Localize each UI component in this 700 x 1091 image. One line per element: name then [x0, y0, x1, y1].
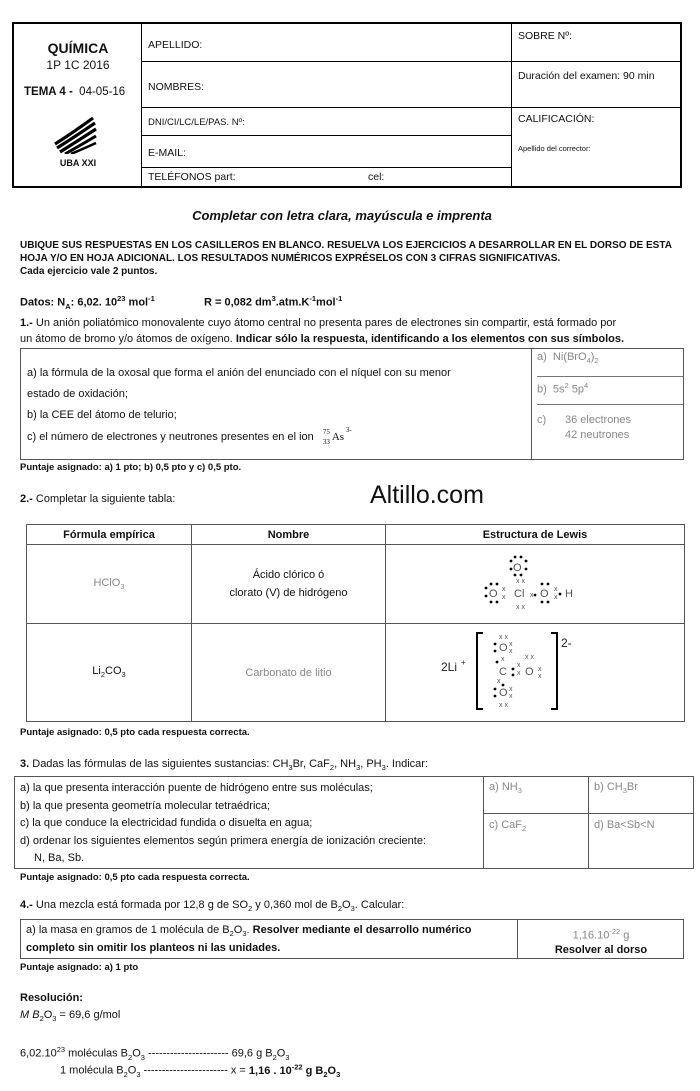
q3-answer-a[interactable]: a) $NH_3$ [489, 781, 522, 796]
q1-puntaje: Puntaje asignado: a) 1 pto; b) 0,5 pto y c) 0,5 pto. [20, 462, 242, 473]
calificacion-field[interactable]: CALIFICACIÓN: [518, 113, 595, 125]
svg-text:C: C [499, 666, 507, 678]
q4-answer[interactable]: $1,16.10^{-22}$ g Resolver al dorso [554, 927, 648, 956]
q1-statement: 1.- Un anión poliatómico monovalente cuyo átomo central no presenta pares de electrones sin compartir, está formado por un átomo de bromo y/o átomos de oxígeno. Indicar sólo la respuesta, identificando a los elementos con sus símbolos. [20, 317, 625, 345]
q2-header-formula: Fórmula empírica [27, 525, 192, 545]
svg-text:2-: 2- [561, 636, 572, 650]
svg-text:Cl: Cl [514, 587, 525, 600]
q3-statement: 3. Dadas las fórmulas de las siguientes sustancias: $CH_3Br$, CaF$_2$, $NH_3$, $PH_3$. Indicar: [20, 758, 428, 773]
svg-text:x: x [538, 666, 542, 673]
svg-text:x: x [554, 593, 558, 601]
svg-text:O: O [540, 587, 549, 600]
svg-text:x: x [497, 678, 501, 685]
email-field[interactable]: E-MAIL: [142, 136, 512, 168]
q1-divider [531, 349, 532, 459]
q4-box [20, 919, 684, 959]
instructions-text: UBIQUE SUS RESPUESTAS EN LOS CASILLEROS EN BLANCO. RESUELVA LOS EJERCICIOS A DESARROLLAR EN EL DORSO DE ESTA HOJA Y/O EN HOJA ADICIONAL. LOS RESULTADOS NUMÉRICOS EXPRÉSELOS CON 3 CIFRAS SIGNIFICATIVAS. Cada ejercicio vale 2 puntos. [20, 240, 672, 277]
subject-title: QUÍMICA [47, 40, 109, 56]
svg-text:x: x [554, 585, 558, 593]
q2-row2-formula[interactable]: $Li_2CO_3$ [27, 624, 192, 722]
svg-text:x: x [509, 693, 513, 700]
q1-questions: a) la fórmula de la oxosal que forma el anión del enunciado con el níquel con su menor estado de oxidación; b) la CEE del átomo de telurio; c) el número de electrones y neutrones presentes en el ion 75 33 As 3- [27, 367, 451, 446]
q3-divider-2 [588, 777, 589, 868]
svg-text:x: x [517, 670, 521, 677]
svg-text:x: x [502, 593, 506, 601]
header-left [14, 24, 142, 186]
q3-divider-1 [483, 777, 484, 868]
sobre-field[interactable]: SOBRE Nº: [512, 24, 680, 62]
header-fields [142, 24, 512, 186]
q1-answer-a[interactable]: a) $Ni(BrO_4)_2$ [537, 351, 683, 377]
datos-r: R = 0,082 $dm^3.atm.K^{-1}mol^{-1}$ [204, 294, 343, 309]
svg-text:x: x [517, 662, 521, 669]
resolucion-title: Resolución: [20, 992, 83, 1004]
svg-text:+: + [461, 658, 466, 667]
telefonos-field[interactable]: TELÉFONOS part: cel: [148, 171, 385, 183]
tema-line: TEMA 4 - 04-05-16 [24, 86, 126, 98]
q2-row2-name[interactable]: Carbonato de litio [192, 624, 386, 722]
q3-box [14, 776, 694, 869]
q2-row-1 [27, 545, 685, 624]
q2-statement: 2.- Completar la siguiente tabla: [20, 493, 176, 505]
ion-symbol: 75 33 As 3- [322, 426, 352, 446]
q2-table [26, 524, 685, 722]
q1-c: c) el número de electrones y neutrones presentes en el ion 75 33 As 3- [27, 426, 352, 446]
svg-text:x: x [509, 641, 513, 648]
svg-text:H: H [565, 587, 573, 600]
svg-text:2Li: 2Li [441, 660, 458, 674]
resolucion-line1: M $B_2O_3 = 69,6$ g/mol [20, 1009, 121, 1024]
exam-header [12, 22, 682, 188]
q3-answer-d[interactable]: d) Ba<Sb<N [594, 819, 655, 831]
course-label: 1P 1C 2016 [46, 58, 110, 72]
apellido-field[interactable]: APELLIDO: [142, 24, 512, 62]
resolucion-line2: 6,02.10$^{23}$ moléculas $B_2O_3$ ---------------------- 69,6 g $B_2O_3$ [20, 1045, 290, 1062]
svg-text:x: x [501, 656, 505, 663]
q2-row1-name[interactable]: Ácido clórico ó clorato (V) de hidrógeno [192, 545, 386, 624]
svg-text:O: O [489, 587, 498, 600]
q3-answer-b[interactable]: b) $CH_3Br$ [594, 781, 638, 796]
nombres-field[interactable]: NOMBRES: [142, 62, 512, 108]
q2-row1-formula[interactable]: HClO$_3$ [27, 545, 192, 624]
q1-box [20, 348, 684, 460]
q3-divider-h [483, 813, 693, 814]
q2-row-2 [27, 624, 685, 722]
svg-text:x: x [502, 585, 506, 593]
svg-text:x: x [509, 686, 513, 693]
duracion-label: Duración del examen: 90 min [512, 62, 680, 108]
q1-answer-b[interactable]: b) $5s^2$ $5p^4$ [537, 381, 683, 405]
corrector-field[interactable]: Apellido del corrector: [518, 144, 591, 153]
q2-row2-lewis[interactable] [386, 624, 685, 722]
header-right [512, 24, 680, 186]
svg-text:O: O [513, 561, 522, 574]
svg-text:x x: x x [499, 702, 508, 709]
q3-questions: a) la que presenta interacción puente de hidrógeno entre sus moléculas; b) la que presenta geometría molecular tetraédrica; c) la que conduce la electricidad fundida o disuelta en agua; d) ordenar los siguientes elementos según primera energía de ionización creciente: N, Ba, Sb. [20, 782, 427, 864]
svg-text:O: O [499, 642, 508, 654]
lewis-li2co3-diagram [435, 629, 635, 713]
watermark: Altillo.com [370, 481, 484, 509]
svg-text:x: x [530, 591, 534, 599]
resolucion-line3: 1 molécula $B_2O_3$ ----------------------- x = 1,16 . $10^{-22}$ g $B_2O_3$ [60, 1062, 341, 1079]
q3-answer-c[interactable]: c) CaF$_2$ [489, 819, 527, 834]
svg-text:x: x [538, 673, 542, 680]
q2-header-lewis: Estructura de Lewis [386, 525, 685, 545]
q3-puntaje: Puntaje asignado: 0,5 pto cada respuesta correcta. [20, 872, 250, 883]
q4-puntaje: Puntaje asignado: a) 1 pto [20, 962, 139, 973]
q4-statement: 4.- Una mezcla está formada por 12,8 g de $SO_2$ y 0,360 mol de $B_2O_3$. Calcular: [20, 899, 405, 914]
q2-puntaje: Puntaje asignado: 0,5 pto cada respuesta correcta. [20, 727, 250, 738]
q4-question: a) la masa en gramos de 1 molécula de $B_2O_3$. Resolver mediante el desarrollo numérico completo sin omitir los planteos ni las unidades. [26, 924, 472, 955]
logo-text: UBA XXI [59, 158, 97, 168]
svg-text:x x: x x [516, 603, 525, 611]
dni-field[interactable]: DNI/CI/LC/LE/PAS. Nº: [142, 108, 512, 136]
q1-answer-c[interactable]: c) 36 electrones 42 neutrones [537, 414, 632, 441]
instructions-title: Completar con letra clara, mayúscula e imprenta [192, 208, 492, 223]
datos-line: Datos: $N_A$: 6,02. $10^{23}$ mol$^{-1}$ [20, 294, 155, 311]
svg-text:O: O [499, 687, 508, 699]
lewis-hclo3-diagram [480, 553, 590, 613]
svg-text:x x: x x [499, 634, 508, 641]
svg-text:x: x [509, 648, 513, 655]
svg-text:O: O [525, 666, 534, 678]
q2-row1-lewis[interactable] [386, 545, 685, 624]
q2-header-name: Nombre [192, 525, 386, 545]
svg-text:x x: x x [525, 654, 534, 661]
uba-logo-icon [51, 114, 97, 154]
svg-text:x x: x x [516, 577, 525, 585]
